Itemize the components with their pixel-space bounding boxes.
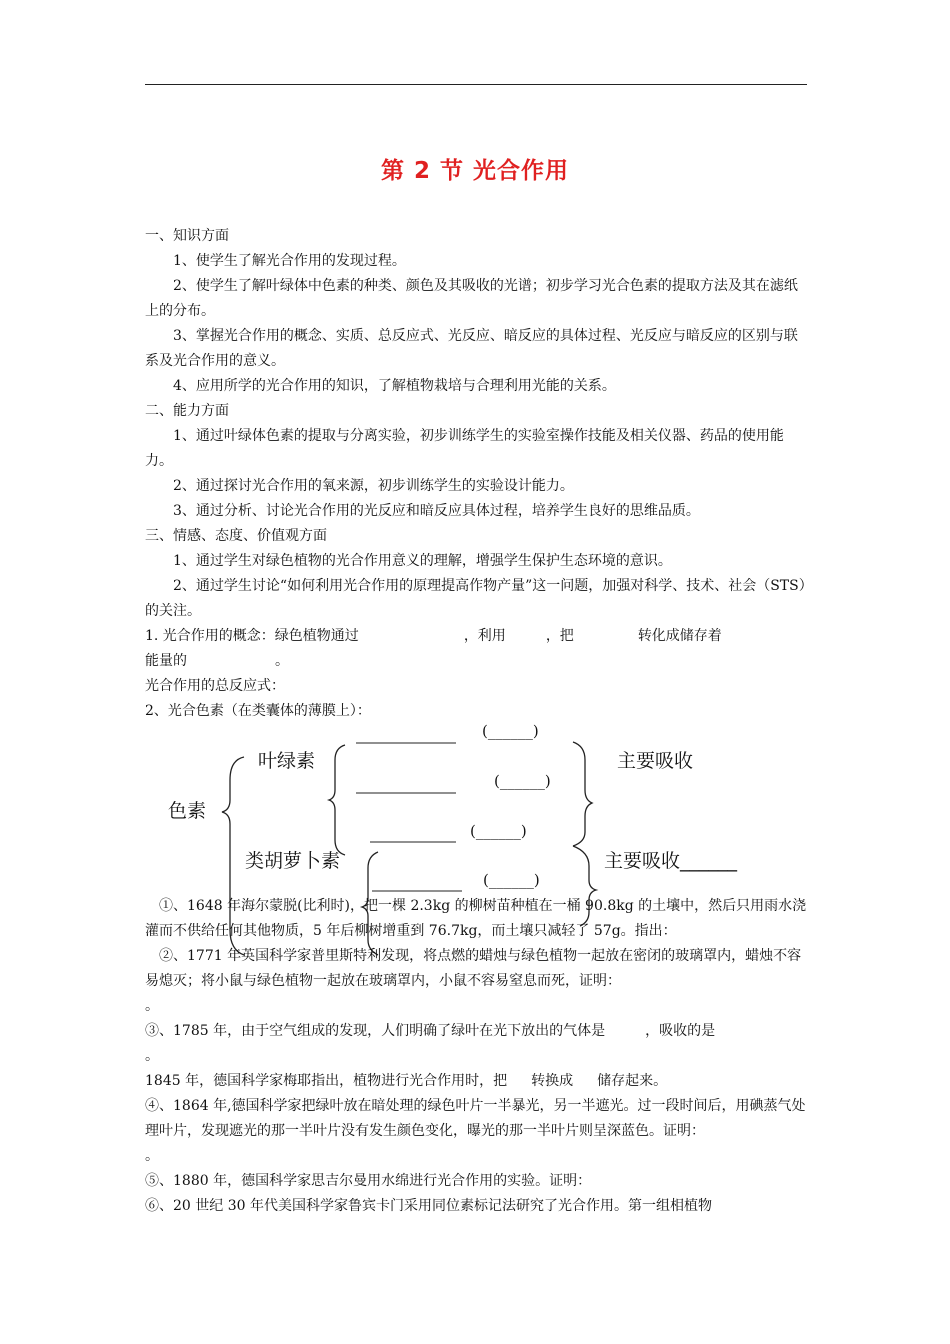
absorb-label-1: 主要吸收 bbox=[617, 750, 694, 772]
paragraph: 1、通过叶绿体色素的提取与分离实验，初步训练学生的实验室操作技能及相关仪器、药品的使用能力。 bbox=[145, 428, 784, 469]
concept-line: 1. 光合作用的概念：绿色植物通过 ，利用 ，把 转化成储存着 bbox=[145, 628, 722, 644]
section-heading: 三、情感、态度、价值观方面 bbox=[145, 528, 327, 544]
history-item: 1845 年，德国科学家梅耶指出，植物进行光合作用时，把 转换成 储存起来。 bbox=[145, 1073, 668, 1089]
paragraph: 4、应用所学的光合作用的知识，了解植物栽培与合理利用光能的关系。 bbox=[173, 378, 616, 394]
history-item: 。 bbox=[145, 1048, 159, 1064]
section-heading: 一、知识方面 bbox=[145, 228, 229, 244]
document-body bbox=[145, 224, 807, 724]
history-item: ⑥、20 世纪 30 年代美国科学家鲁宾卡门采用同位素标记法研究了光合作用。第一组相植物 bbox=[145, 1198, 712, 1214]
section-heading: 二、能力方面 bbox=[145, 403, 229, 419]
concept-line-2: 能量的 。 bbox=[145, 653, 289, 669]
paragraph: 2、使学生了解叶绿体中色素的种类、颜色及其吸收的光谱；初步学习光合色素的提取方法及其在滤纸上的分布。 bbox=[145, 278, 798, 319]
paragraph: 1、使学生了解光合作用的发现过程。 bbox=[173, 253, 406, 269]
paragraph: 3、通过分析、讨论光合作用的光反应和暗反应具体过程，培养学生良好的思维品质。 bbox=[173, 503, 700, 519]
blank-paren: (______) bbox=[494, 772, 551, 790]
blank-paren: (______) bbox=[483, 871, 540, 889]
header-rule bbox=[145, 84, 807, 85]
history-item: ①、1648 年海尔蒙脱(比利时)，把一棵 2.3kg 的柳树苗种植在一桶 90.8kg 的土壤中，然后只用雨水浇灌而不供给任何其他物质，5 年后柳树增重到 76.7kg，而土壤只减轻了 57g。指出： bbox=[145, 898, 807, 939]
blank-paren: (______) bbox=[482, 722, 539, 740]
history-item: ②、1771 年英国科学家普里斯特利发现，将点燃的蜡烛与绿色植物一起放在密闭的玻璃罩内，蜡烛不容易熄灭；将小鼠与绿色植物一起放在玻璃罩内，小鼠不容易窒息而死，证明： bbox=[145, 948, 802, 989]
history-item: ⑤、1880 年，德国科学家思吉尔曼用水绵进行光合作用的实验。证明： bbox=[145, 1173, 592, 1189]
pigment-root-label: 色素 bbox=[168, 800, 207, 822]
carotenoid-label: 类胡萝卜素 bbox=[245, 850, 341, 872]
history-item: ③、1785 年，由于空气组成的发现，人们明确了绿叶在光下放出的气体是 ，吸收的是 bbox=[145, 1023, 716, 1039]
history-item: ④、1864 年,德国科学家把绿叶放在暗处理的绿色叶片一半暴光，另一半遮光。过一段时间后，用碘蒸气处理叶片，发现遮光的那一半叶片没有发生颜色变化，曝光的那一半叶片则呈深蓝色。证明：。 bbox=[145, 1098, 806, 1164]
history-item: 。 bbox=[145, 998, 159, 1014]
paragraph: 3、掌握光合作用的概念、实质、总反应式、光反应、暗反应的具体过程、光反应与暗反应的区别与联系及光合作用的意义。 bbox=[145, 328, 798, 369]
paragraph: 2、通过学生讨论“如何利用光合作用的原理提高作物产量”这一问题，加强对科学、技术、社会（STS）的关注。 bbox=[145, 578, 806, 619]
page-title: 第 2 节 光合作用 bbox=[380, 158, 570, 184]
paragraph: 1、通过学生对绿色植物的光合作用意义的理解，增强学生保护生态环境的意识。 bbox=[173, 553, 672, 569]
chlorophyll-label: 叶绿素 bbox=[258, 750, 316, 772]
formula-line: 光合作用的总反应式： bbox=[145, 678, 285, 694]
blank-paren: (______) bbox=[470, 822, 527, 840]
pigment-heading: 2、光合色素（在类囊体的薄膜上）： bbox=[145, 703, 371, 719]
history-section bbox=[145, 894, 807, 1219]
absorb-label-2: 主要吸收______ bbox=[604, 850, 738, 872]
paragraph: 2、通过探讨光合作用的氧来源，初步训练学生的实验设计能力。 bbox=[173, 478, 574, 494]
